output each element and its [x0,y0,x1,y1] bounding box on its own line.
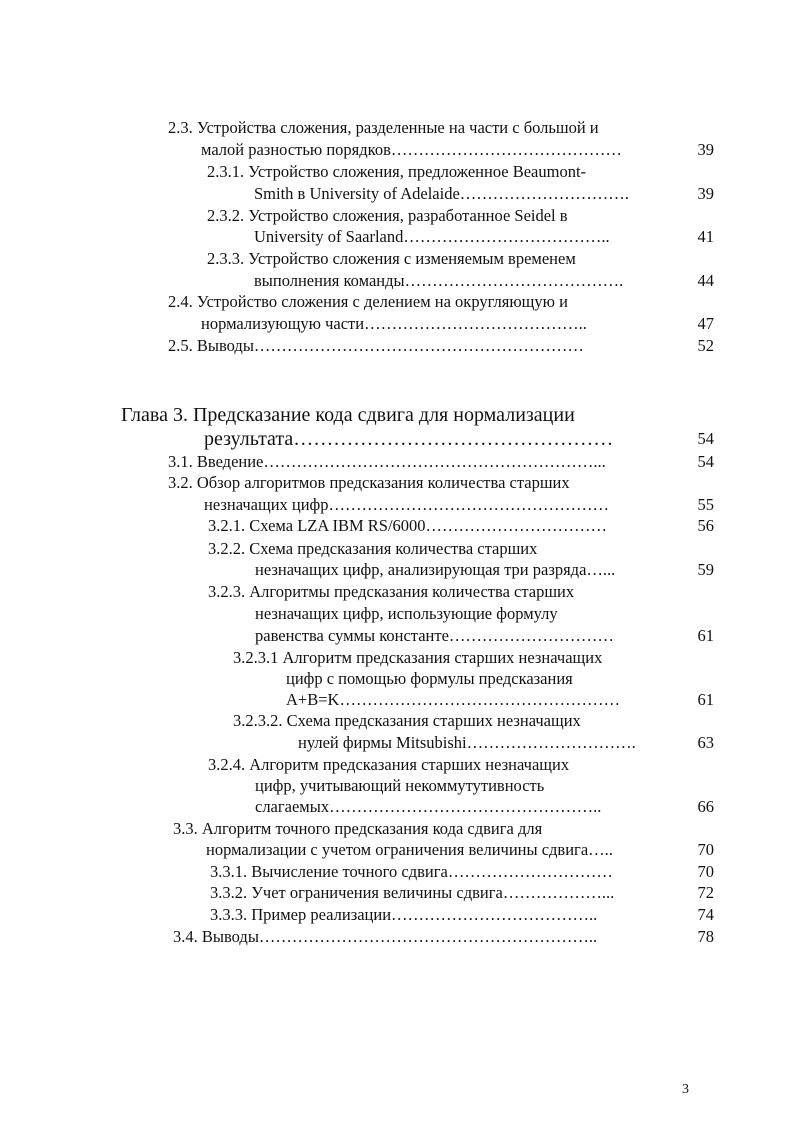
toc-line: малой разностью порядков…………………………………… [201,140,622,159]
toc-line: 2.3.2. Устройство сложения, разработанное Seidel в [207,206,568,225]
toc-page-number: 41 [697,227,714,246]
toc-line: 3.3.2. Учет ограничения величины сдвига………………... [210,883,615,902]
toc-line: 3.2.1. Схема LZA IBM RS/6000…………………………… [208,516,608,535]
toc-line: цифр, учитывающий некоммутутивность [255,776,545,795]
toc-page-number: 54 [697,429,714,448]
toc-line: 3.2.3. Алгоритмы предсказания количества старших [208,582,575,601]
toc-line: незначащих цифр…………………………………………… [204,495,609,514]
toc-page-number: 56 [697,516,714,535]
toc-page-number: 54 [697,452,714,471]
toc-line: 3.3.3. Пример реализации……………………………….. [210,905,598,924]
toc-line: слагаемых………………………………………….. [255,797,602,816]
toc-line: нормализации с учетом ограничения величины сдвига….. [206,840,613,859]
toc-page-number: 63 [697,733,714,752]
toc-line: 3.2.3.1 Алгоритм предсказания старших незначащих [233,648,603,667]
toc-page-number: 72 [697,883,714,902]
toc-page-number: 47 [697,314,714,333]
toc-line: незначащих цифр, анализирующая три разряда…... [255,560,616,579]
toc-line: 3.2.4. Алгоритм предсказания старших незначащих [208,755,570,774]
toc-line: незначащих цифр, использующие формулу [255,604,558,623]
toc-line: 3.4. Выводы…………………………………………………….. [173,927,598,946]
toc-page-number: 66 [697,797,714,816]
toc-line: результата………………………………………… [204,428,614,450]
toc-line: нормализующую части………………………………….. [201,314,587,333]
toc-line: University of Saarland……………………………….. [254,227,610,246]
toc-page-number: 39 [697,140,714,159]
toc-line: 2.3. Устройства сложения, разделенные на части с большой и [168,118,599,137]
toc-line: равенства суммы константе………………………… [255,626,614,645]
toc-line: цифр с помощью формулы предсказания [286,669,573,688]
toc-line: 3.2.3.2. Схема предсказания старших незначащих [233,711,581,730]
toc-page-number: 59 [697,560,714,579]
toc-page-number: 52 [697,336,714,355]
toc-page-number: 78 [697,927,714,946]
toc-line: 2.4. Устройство сложения с делением на округляющую и [168,292,568,311]
toc-page-number: 74 [697,905,714,924]
toc-line: 3.2. Обзор алгоритмов предсказания количества старших [168,473,570,492]
toc-line: 2.3.1. Устройство сложения, предложенное Beaumont- [207,162,587,181]
toc-line: 2.5. Выводы…………………………………………………… [168,336,584,355]
toc-line: 2.3.3. Устройство сложения с изменяемым временем [207,249,576,268]
toc-line: нулей фирмы Mitsubishi…………………………. [298,733,636,752]
toc-line: A+B=K…………………………………………… [286,690,620,709]
toc-page-number: 70 [697,862,714,881]
toc-page-number: 61 [697,626,714,645]
toc-chapter-title: Глава 3. Предсказание кода сдвига для нормализации [121,404,575,426]
toc-line: 3.1. Введение……………………………………………………... [168,452,606,471]
toc-page-number: 44 [697,271,714,290]
toc-page-number: 61 [697,690,714,709]
toc-page-number: 55 [697,495,714,514]
page-number: 3 [682,1082,689,1097]
toc-line: Smith в University of Adelaide…………………………. [254,184,629,203]
toc-page-number: 39 [697,184,714,203]
toc-line: 3.2.2. Схема предсказания количества старших [208,539,538,558]
toc-line: 3.3.1. Вычисление точного сдвига………………………… [210,862,613,881]
toc-page-number: 70 [697,840,714,859]
toc-line: выполнения команды…………………………………. [254,271,624,290]
toc-line: 3.3. Алгоритм точного предсказания кода сдвига для [173,819,543,838]
